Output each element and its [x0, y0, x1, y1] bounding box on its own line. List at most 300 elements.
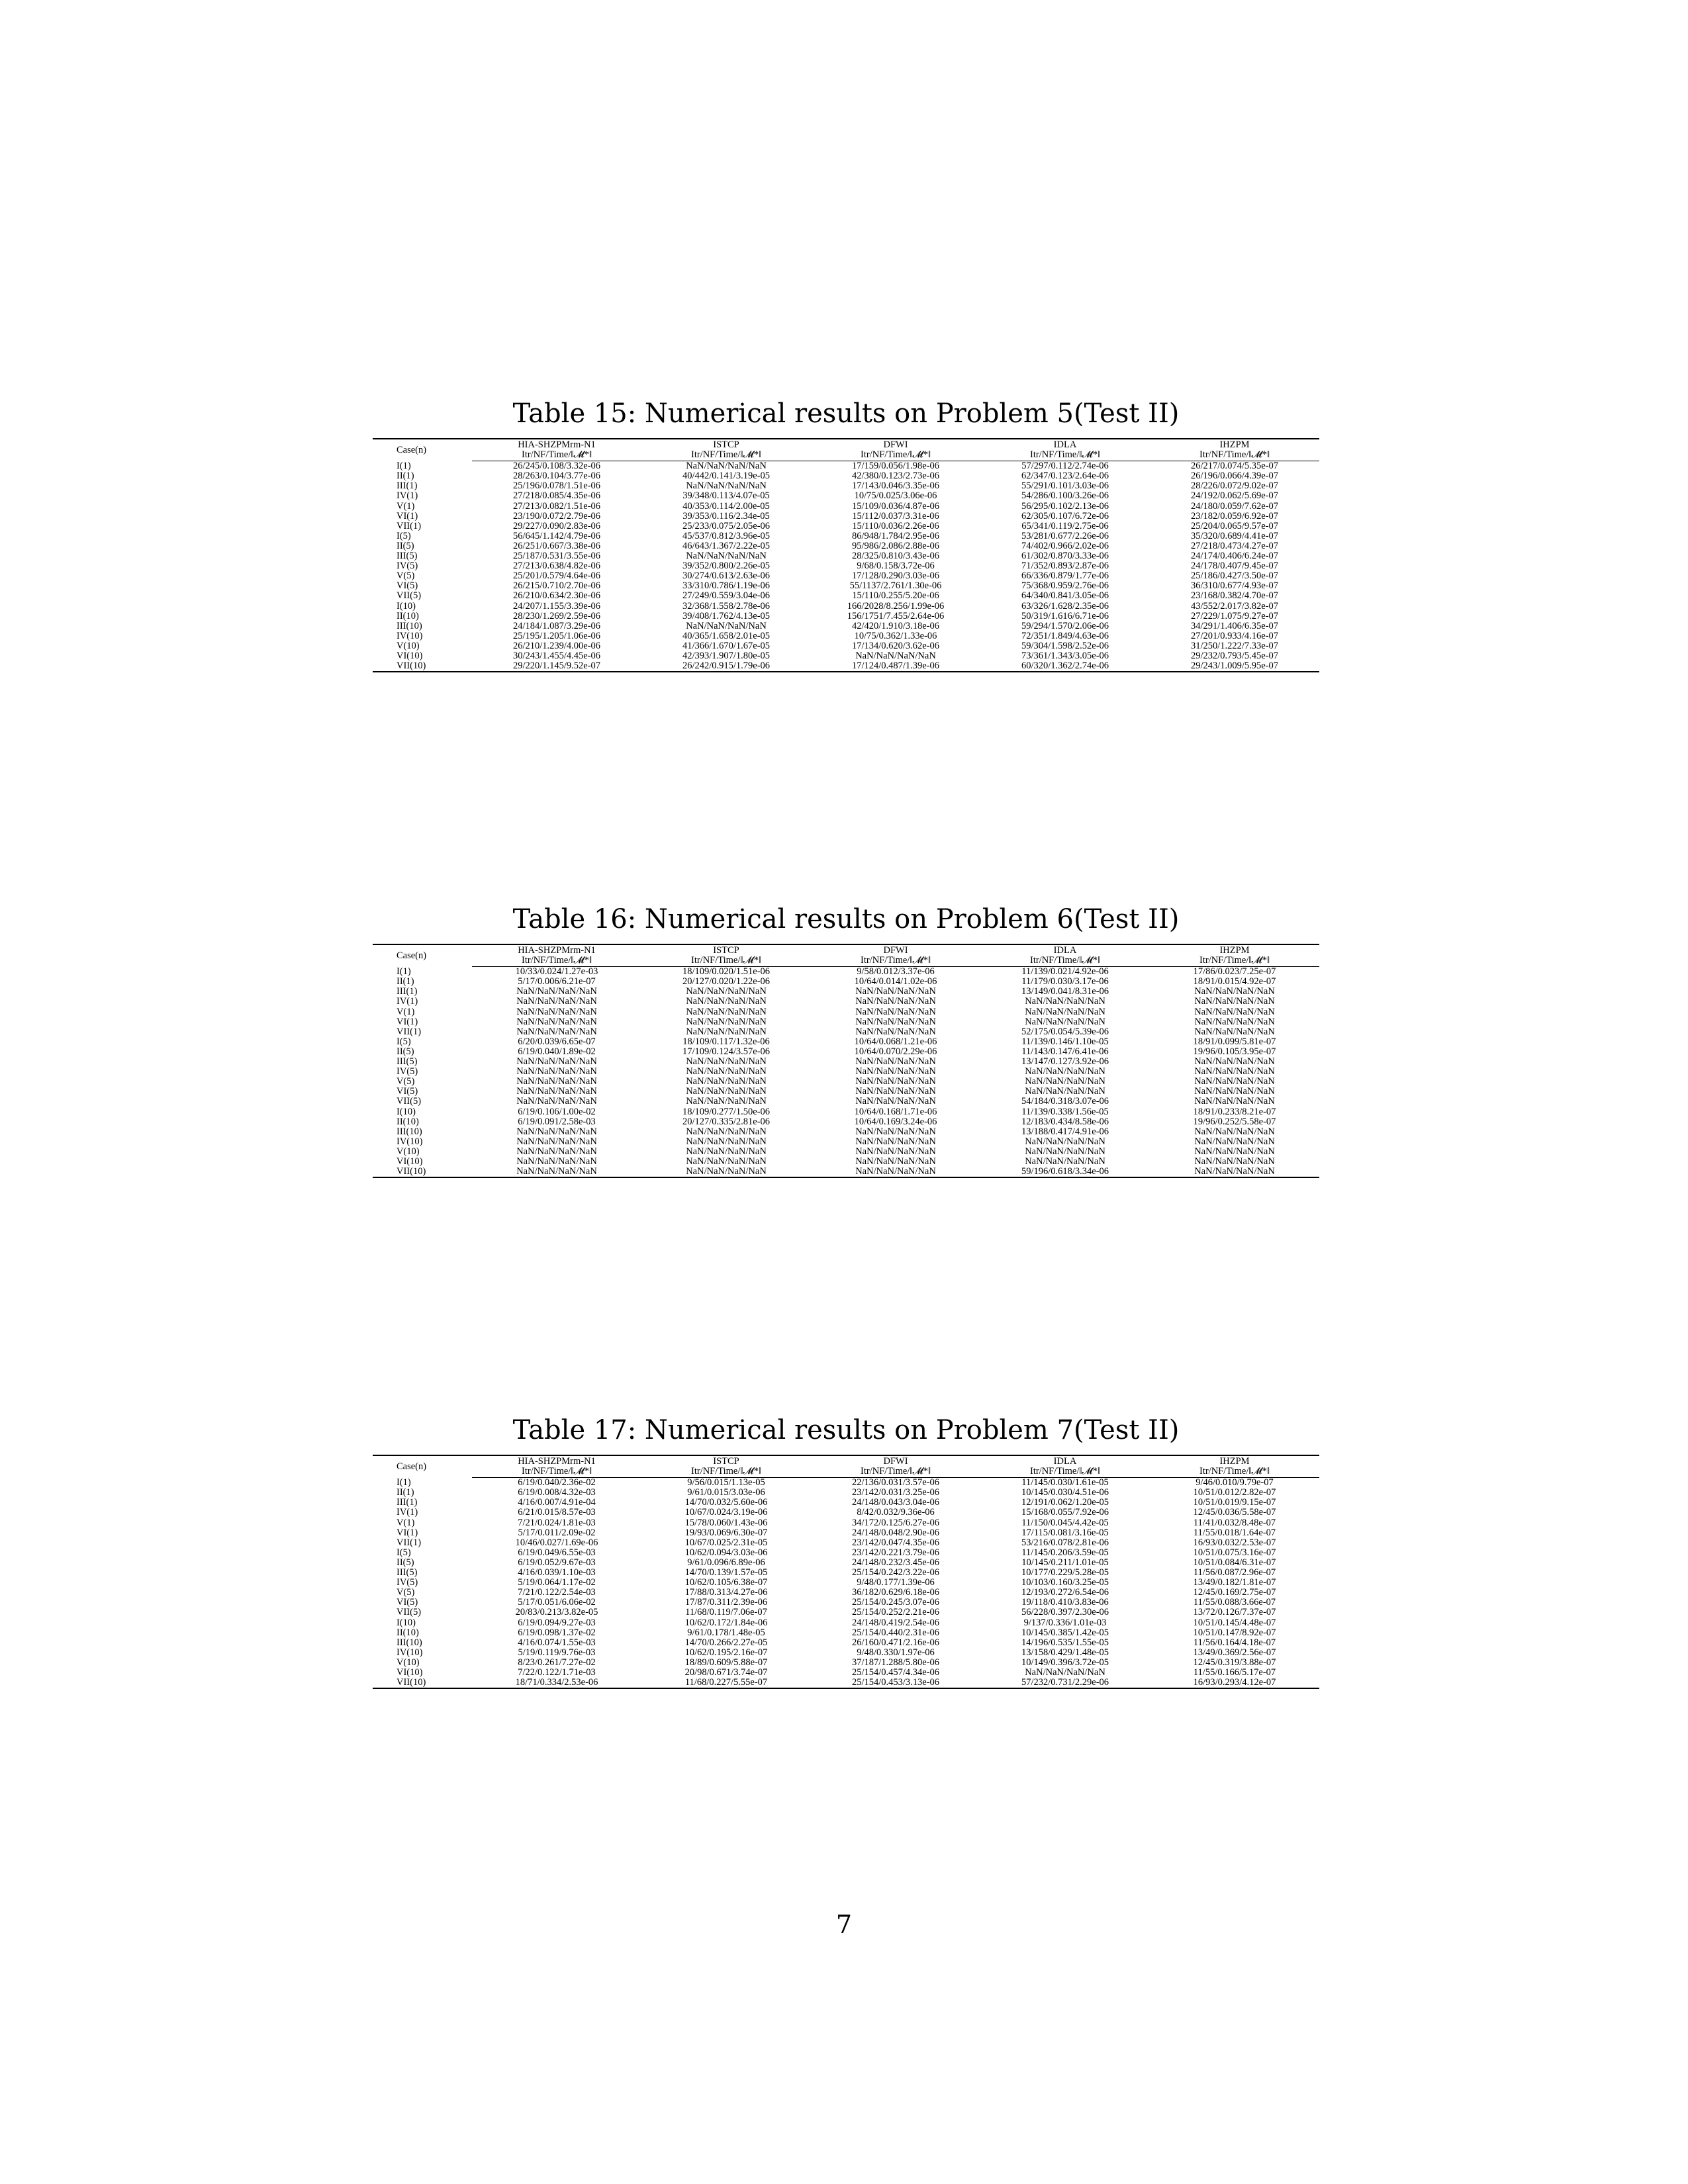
case-cell: IV(5) [397, 561, 418, 572]
result-cell: NaN/NaN/NaN/NaN [686, 1016, 767, 1027]
result-cell: 37/187/1.288/5.80e-06 [851, 1657, 940, 1668]
result-cell: 14/70/0.139/1.57e-05 [684, 1567, 768, 1578]
table-row [373, 612, 1319, 621]
result-cell: 36/182/0.629/6.18e-06 [851, 1587, 940, 1598]
result-cell: 15/110/0.255/5.20e-06 [852, 590, 939, 602]
result-cell: 75/368/0.959/2.76e-06 [1021, 580, 1109, 592]
result-cell: NaN/NaN/NaN/NaN [855, 986, 936, 997]
result-cell: 9/137/0.336/1.01e-03 [1023, 1617, 1107, 1628]
result-cell: NaN/NaN/NaN/NaN [855, 1076, 936, 1087]
result-cell: 23/190/0.072/2.79e-06 [512, 510, 601, 522]
result-cell: 6/19/0.091/2.58e-03 [518, 1116, 596, 1127]
result-cell: NaN/NaN/NaN/NaN [516, 1126, 597, 1137]
result-cell: 23/142/0.047/4.35e-06 [851, 1537, 940, 1548]
result-cell: 25/154/0.457/4.34e-06 [851, 1666, 940, 1678]
result-cell: 17/88/0.313/4.27e-06 [684, 1587, 768, 1598]
result-cell: 11/55/0.166/5.17e-07 [1193, 1666, 1276, 1678]
result-cell: NaN/NaN/NaN/NaN [1025, 1666, 1105, 1678]
method-header: HIA-SHZPMrm-N1 [472, 944, 641, 956]
table-row [373, 491, 1319, 501]
table-row [373, 581, 1319, 591]
table-row [373, 481, 1319, 491]
result-cell: 11/143/0.147/6.41e-06 [1021, 1046, 1109, 1057]
result-cell: 19/96/0.105/3.95e-07 [1193, 1046, 1276, 1057]
case-cell: VI(5) [397, 1597, 418, 1608]
result-cell: 20/127/0.335/2.81e-06 [682, 1116, 771, 1127]
result-cell: 29/220/1.145/9.52e-07 [472, 661, 641, 672]
result-cell: 26/217/0.074/5.35e-07 [1190, 461, 1279, 472]
result-cell: 4/16/0.007/4.91e-04 [518, 1497, 596, 1508]
result-cell: 25/196/0.078/1.51e-06 [512, 480, 601, 492]
metric-header: Itr/NF/Time/‖𝓜*‖ [472, 1467, 641, 1478]
result-cell: 40/442/0.141/3.19e-05 [682, 471, 771, 482]
table-row [373, 967, 1319, 978]
result-cell: 27/229/1.075/9.27e-07 [1190, 610, 1279, 621]
result-cell: NaN/NaN/NaN/NaN [686, 1136, 767, 1147]
case-cell: II(10) [397, 1627, 419, 1638]
case-cell: IV(1) [397, 996, 418, 1007]
result-cell: 11/150/0.045/4.42e-05 [1021, 1517, 1109, 1528]
table-row [373, 471, 1319, 481]
case-cell: V(5) [397, 1076, 415, 1087]
metric-header: Itr/NF/Time/‖𝓜*‖ [980, 1467, 1150, 1478]
table-row [373, 561, 1319, 571]
table-row [373, 1167, 1319, 1177]
result-cell: NaN/NaN/NaN/NaN [686, 1066, 767, 1077]
result-cell: 42/393/1.907/1.80e-05 [682, 650, 771, 661]
case-cell: VII(10) [373, 661, 472, 672]
result-cell: 56/295/0.102/2.13e-06 [1021, 500, 1109, 512]
result-cell: NaN/NaN/NaN/NaN [811, 1167, 980, 1177]
result-cell: 10/51/0.084/6.31e-07 [1193, 1557, 1276, 1568]
case-cell: II(1) [397, 1487, 414, 1498]
result-cell: 10/145/0.385/1.42e-05 [1021, 1627, 1109, 1638]
result-cell: NaN/NaN/NaN/NaN [1194, 1096, 1275, 1107]
results-table [373, 1455, 1319, 1689]
result-cell: NaN/NaN/NaN/NaN [516, 1006, 597, 1017]
result-cell: NaN/NaN/NaN/NaN [1025, 996, 1105, 1007]
case-cell: V(1) [397, 500, 415, 512]
result-cell: 14/70/0.032/5.60e-06 [684, 1497, 768, 1508]
result-cell: NaN/NaN/NaN/NaN [1025, 1006, 1105, 1017]
result-cell: NaN/NaN/NaN/NaN [1194, 1126, 1275, 1137]
result-cell: 24/207/1.155/3.39e-06 [512, 600, 601, 612]
table-row [373, 1528, 1319, 1538]
result-cell: 5/17/0.011/2.09e-02 [518, 1527, 596, 1538]
result-cell: 13/49/0.182/1.81e-07 [1193, 1577, 1276, 1588]
result-cell: 22/136/0.031/3.57e-06 [851, 1477, 940, 1488]
case-column-header: Case(n) [373, 1455, 472, 1478]
metric-header: Itr/NF/Time/‖𝓜*‖ [980, 956, 1150, 967]
method-header: ISTCP [641, 944, 811, 956]
result-cell: 26/242/0.915/1.79e-06 [641, 661, 811, 672]
result-cell: NaN/NaN/NaN/NaN [516, 1136, 597, 1147]
result-cell: 31/250/1.222/7.33e-07 [1190, 640, 1279, 651]
result-cell: NaN/NaN/NaN/NaN [1194, 1156, 1275, 1167]
method-header: IHZPM [1150, 944, 1319, 956]
result-cell: 11/41/0.032/8.48e-07 [1193, 1517, 1276, 1528]
table-row [373, 621, 1319, 631]
table-row [373, 1558, 1319, 1568]
result-cell: NaN/NaN/NaN/NaN [1194, 1086, 1275, 1097]
result-cell: 18/71/0.334/2.53e-06 [472, 1678, 641, 1688]
result-cell: NaN/NaN/NaN/NaN [1194, 1026, 1275, 1037]
result-cell: 9/48/0.330/1.97e-06 [857, 1647, 935, 1658]
result-cell: 10/62/0.172/1.84e-06 [684, 1617, 768, 1628]
result-cell: 6/19/0.040/1.89e-02 [518, 1046, 596, 1057]
result-cell: 23/182/0.059/6.92e-07 [1190, 510, 1279, 522]
table-body [373, 967, 1319, 1177]
table-row [373, 1027, 1319, 1037]
result-cell: NaN/NaN/NaN/NaN [855, 1096, 936, 1107]
result-cell: 23/168/0.382/4.70e-07 [1190, 590, 1279, 602]
result-cell: 13/149/0.041/8.31e-06 [1021, 986, 1109, 997]
table-row [373, 1047, 1319, 1057]
case-cell: III(10) [397, 620, 422, 631]
case-cell: IV(1) [397, 490, 418, 502]
result-cell: 41/366/1.670/1.67e-05 [682, 640, 771, 651]
result-cell: 59/304/1.598/2.52e-06 [1021, 640, 1109, 651]
result-cell: NaN/NaN/NaN/NaN [855, 1016, 936, 1027]
case-cell: V(5) [397, 1587, 415, 1598]
case-cell: VII(1) [397, 520, 422, 531]
method-header: IHZPM [1150, 1455, 1319, 1467]
metric-header: Itr/NF/Time/‖𝓜*‖ [641, 956, 811, 967]
result-cell: 26/210/0.634/2.30e-06 [512, 590, 601, 602]
result-cell: NaN/NaN/NaN/NaN [855, 1056, 936, 1068]
result-cell: 25/154/0.440/2.31e-06 [851, 1627, 940, 1638]
result-cell: 59/196/0.618/3.34e-06 [980, 1167, 1150, 1177]
case-cell: VI(5) [397, 580, 418, 592]
result-cell: 20/127/0.020/1.22e-06 [682, 976, 771, 987]
result-cell: 64/340/0.841/3.05e-06 [1021, 590, 1109, 602]
result-cell: 15/78/0.060/1.43e-06 [684, 1517, 768, 1528]
result-cell: 11/68/0.119/7.06e-07 [685, 1607, 767, 1618]
result-cell: 24/174/0.406/6.24e-07 [1190, 551, 1279, 562]
result-cell: 26/215/0.710/2.70e-06 [512, 580, 601, 592]
result-cell: 53/281/0.677/2.26e-06 [1021, 530, 1109, 541]
table-16-block [373, 904, 1319, 1178]
table-row [373, 977, 1319, 987]
result-cell: 9/58/0.012/3.37e-06 [857, 966, 935, 978]
result-cell: NaN/NaN/NaN/NaN [686, 996, 767, 1007]
result-cell: 17/87/0.311/2.39e-06 [684, 1597, 768, 1608]
table-15-block [373, 398, 1319, 672]
table-body [373, 461, 1319, 672]
result-cell: NaN/NaN/NaN/NaN [1194, 1076, 1275, 1087]
table-row [373, 1508, 1319, 1518]
case-cell: III(1) [397, 1497, 418, 1508]
result-cell: 55/1137/2.761/1.30e-06 [849, 580, 942, 592]
case-cell: I(5) [397, 1547, 411, 1558]
result-cell: 10/145/0.211/1.01e-05 [1021, 1557, 1109, 1568]
result-cell: 25/195/1.205/1.06e-06 [512, 630, 601, 641]
method-header: DFWI [811, 1455, 980, 1467]
case-cell: V(10) [397, 1657, 420, 1668]
result-cell: 20/98/0.671/3.74e-07 [684, 1666, 768, 1678]
result-cell: 16/93/0.032/2.53e-07 [1193, 1537, 1276, 1548]
result-cell: 42/420/1.910/3.18e-06 [851, 620, 940, 631]
table-row [373, 461, 1319, 472]
result-cell: NaN/NaN/NaN/NaN [1025, 1136, 1105, 1147]
result-cell: 34/172/0.125/6.27e-06 [851, 1517, 940, 1528]
result-cell: NaN/NaN/NaN/NaN [516, 1086, 597, 1097]
result-cell: 15/109/0.036/4.87e-06 [851, 500, 940, 512]
metric-header: Itr/NF/Time/‖𝓜*‖ [641, 450, 811, 461]
result-cell: 25/186/0.427/3.50e-07 [1190, 570, 1279, 582]
result-cell: 28/230/1.269/2.59e-06 [512, 610, 601, 621]
case-cell: VII(10) [373, 1167, 472, 1177]
result-cell: 12/183/0.434/8.58e-06 [1021, 1116, 1109, 1127]
result-cell: 33/310/0.786/1.19e-06 [682, 580, 771, 592]
result-cell: 25/187/0.531/3.55e-06 [512, 551, 601, 562]
result-cell: 65/341/0.119/2.75e-06 [1021, 520, 1109, 531]
table-row [373, 551, 1319, 561]
result-cell: 39/408/1.762/4.13e-05 [682, 610, 771, 621]
case-cell: V(1) [397, 1006, 415, 1017]
result-cell: 6/19/0.106/1.00e-02 [518, 1106, 596, 1117]
case-cell: V(10) [397, 1146, 420, 1157]
result-cell: 9/61/0.178/1.48e-05 [687, 1627, 765, 1638]
result-cell: NaN/NaN/NaN/NaN [1194, 1146, 1275, 1157]
result-cell: 156/1751/7.455/2.64e-06 [847, 610, 945, 621]
result-cell: 10/62/0.105/6.38e-07 [684, 1577, 768, 1588]
result-cell: 11/145/0.030/1.61e-05 [1021, 1477, 1109, 1488]
method-header: IDLA [980, 944, 1150, 956]
result-cell: 10/51/0.075/3.16e-07 [1193, 1547, 1276, 1558]
result-cell: NaN/NaN/NaN/NaN [686, 461, 767, 472]
result-cell: 74/402/0.966/2.02e-06 [1021, 540, 1109, 551]
table-row [373, 1668, 1319, 1678]
result-cell: 11/55/0.018/1.64e-07 [1193, 1527, 1276, 1538]
case-cell: VI(5) [397, 1086, 418, 1097]
result-cell: 11/56/0.087/2.96e-07 [1193, 1567, 1276, 1578]
metric-header: Itr/NF/Time/‖𝓜*‖ [811, 450, 980, 461]
result-cell: 72/351/1.849/4.63e-06 [1021, 630, 1109, 641]
result-cell: NaN/NaN/NaN/NaN [641, 1167, 811, 1177]
result-cell: 63/326/1.628/2.35e-06 [1021, 600, 1109, 612]
table-row [373, 1488, 1319, 1498]
result-cell: 24/180/0.059/7.62e-07 [1190, 500, 1279, 512]
result-cell: 56/645/1.142/4.79e-06 [512, 530, 601, 541]
result-cell: 7/21/0.024/1.81e-03 [518, 1517, 596, 1528]
table-row [373, 1628, 1319, 1638]
result-cell: 6/19/0.052/9.67e-03 [518, 1557, 596, 1568]
case-cell: II(5) [397, 540, 414, 551]
result-cell: 9/68/0.158/3.72e-06 [857, 561, 935, 572]
case-cell: III(10) [397, 1637, 422, 1648]
case-cell: VII(5) [397, 1096, 422, 1107]
result-cell: 6/20/0.039/6.65e-07 [518, 1036, 596, 1047]
result-cell: 18/91/0.015/4.92e-07 [1193, 976, 1276, 987]
result-cell: 27/218/0.473/4.27e-07 [1190, 540, 1279, 551]
result-cell: 6/19/0.008/4.32e-03 [518, 1487, 596, 1498]
case-cell: I(1) [397, 460, 411, 471]
table-row [373, 631, 1319, 641]
table-row [373, 571, 1319, 581]
case-cell: IV(10) [397, 630, 423, 641]
method-header: IHZPM [1150, 439, 1319, 450]
result-cell: 52/175/0.054/5.39e-06 [1021, 1026, 1109, 1037]
result-cell: 25/154/0.453/3.13e-06 [811, 1678, 980, 1688]
case-cell: VI(10) [397, 650, 423, 661]
result-cell: 29/243/1.009/5.95e-07 [1150, 661, 1319, 672]
result-cell: 16/93/0.293/4.12e-07 [1150, 1678, 1319, 1688]
result-cell: 23/142/0.221/3.79e-06 [851, 1547, 940, 1558]
table-row [373, 1598, 1319, 1608]
case-cell: VII(5) [397, 590, 422, 602]
method-header: IDLA [980, 439, 1150, 450]
table-row [373, 1638, 1319, 1648]
result-cell: 24/184/1.087/3.29e-06 [512, 620, 601, 631]
result-cell: 25/154/0.242/3.22e-06 [851, 1567, 940, 1578]
result-cell: NaN/NaN/NaN/NaN [1025, 1146, 1105, 1157]
result-cell: 8/23/0.261/7.27e-02 [518, 1657, 596, 1668]
result-cell: NaN/NaN/NaN/NaN [516, 1156, 597, 1167]
table-row [373, 522, 1319, 531]
case-cell: IV(10) [397, 1647, 423, 1658]
result-cell: 28/226/0.072/9.02e-07 [1190, 480, 1279, 492]
result-cell: NaN/NaN/NaN/NaN [855, 1026, 936, 1037]
result-cell: 5/19/0.119/9.76e-03 [518, 1647, 596, 1658]
table-row [373, 512, 1319, 522]
result-cell: 27/213/0.638/4.82e-06 [512, 561, 601, 572]
case-cell: VI(10) [397, 1666, 423, 1678]
result-cell: 10/51/0.147/8.92e-07 [1193, 1627, 1276, 1638]
result-cell: 71/352/0.893/2.87e-06 [1021, 561, 1109, 572]
table-row [373, 1107, 1319, 1117]
result-cell: 34/291/1.406/6.35e-07 [1190, 620, 1279, 631]
result-cell: 54/286/0.100/3.26e-06 [1021, 490, 1109, 502]
result-cell: NaN/NaN/NaN/NaN [1194, 1136, 1275, 1147]
result-cell: 17/115/0.081/3.16e-05 [1021, 1527, 1109, 1538]
result-cell: 66/336/0.879/1.77e-06 [1021, 570, 1109, 582]
result-cell: 30/243/1.455/4.45e-06 [512, 650, 601, 661]
metric-header: Itr/NF/Time/‖𝓜*‖ [472, 956, 641, 967]
result-cell: 40/365/1.658/2.01e-05 [682, 630, 771, 641]
table-row [373, 1578, 1319, 1588]
table-row [373, 1588, 1319, 1598]
result-cell: 57/297/0.112/2.74e-06 [1021, 461, 1109, 472]
result-cell: 11/139/0.021/4.92e-06 [1021, 966, 1109, 978]
result-cell: 17/128/0.290/3.03e-06 [851, 570, 940, 582]
case-cell: II(1) [397, 471, 414, 482]
result-cell: 61/302/0.870/3.33e-06 [1021, 551, 1109, 562]
case-cell: I(1) [397, 966, 411, 977]
table-caption: Table 16: Numerical results on Problem 6(Test II) [512, 904, 1180, 934]
results-table [373, 438, 1319, 672]
result-cell: 18/109/0.117/1.32e-06 [682, 1036, 770, 1047]
case-cell: I(10) [397, 600, 416, 612]
result-cell: 25/201/0.579/4.64e-06 [512, 570, 601, 582]
result-cell: 32/368/1.558/2.78e-06 [682, 600, 771, 612]
result-cell: 19/93/0.069/6.30e-07 [684, 1527, 768, 1538]
table-row [373, 1137, 1319, 1147]
case-cell: VI(1) [397, 510, 418, 522]
result-cell: 24/148/0.419/2.54e-06 [851, 1617, 940, 1628]
case-cell: V(10) [397, 640, 420, 651]
result-cell: NaN/NaN/NaN/NaN [855, 1086, 936, 1097]
table-row [373, 1648, 1319, 1658]
result-cell: 13/72/0.126/7.37e-07 [1193, 1607, 1276, 1618]
result-cell: 10/64/0.014/1.02e-06 [854, 976, 937, 987]
table-row [373, 1017, 1319, 1027]
result-cell: 27/201/0.933/4.16e-07 [1190, 630, 1279, 641]
result-cell: 11/139/0.146/1.10e-05 [1021, 1036, 1109, 1047]
result-cell: 55/291/0.101/3.03e-06 [1021, 480, 1109, 492]
result-cell: 53/216/0.078/2.81e-06 [1021, 1537, 1109, 1548]
result-cell: NaN/NaN/NaN/NaN [1194, 1066, 1275, 1077]
result-cell: 23/142/0.031/3.25e-06 [851, 1487, 940, 1498]
table-row [373, 1097, 1319, 1107]
case-cell: III(5) [397, 1567, 418, 1578]
result-cell: 10/64/0.169/3.24e-06 [854, 1116, 937, 1127]
result-cell: 18/89/0.609/5.88e-07 [684, 1657, 768, 1668]
case-cell: I(5) [397, 1036, 411, 1047]
result-cell: NaN/NaN/NaN/NaN [855, 1136, 936, 1147]
result-cell: NaN/NaN/NaN/NaN [686, 1156, 767, 1167]
result-cell: 20/83/0.213/3.82e-05 [515, 1607, 598, 1618]
method-header: IDLA [980, 1455, 1150, 1467]
result-cell: NaN/NaN/NaN/NaN [855, 1006, 936, 1017]
result-cell: 24/178/0.407/9.45e-07 [1190, 561, 1279, 572]
result-cell: 10/64/0.168/1.71e-06 [854, 1106, 937, 1117]
result-cell: 43/552/2.017/3.82e-07 [1190, 600, 1279, 612]
result-cell: 25/154/0.245/3.07e-06 [851, 1597, 940, 1608]
result-cell: 36/310/0.677/4.93e-07 [1190, 580, 1279, 592]
metric-header: Itr/NF/Time/‖𝓜*‖ [980, 450, 1150, 461]
table-row [373, 1057, 1319, 1067]
case-cell: IV(10) [397, 1136, 423, 1147]
result-cell: 11/68/0.227/5.55e-07 [641, 1678, 811, 1688]
result-cell: 26/245/0.108/3.32e-06 [512, 461, 601, 472]
result-cell: 6/19/0.040/2.36e-02 [518, 1477, 596, 1488]
result-cell: 17/143/0.046/3.35e-06 [851, 480, 940, 492]
result-cell: 10/75/0.025/3.06e-06 [854, 490, 937, 502]
result-cell: NaN/NaN/NaN/NaN [686, 986, 767, 997]
result-cell: 25/204/0.065/9.57e-07 [1190, 520, 1279, 531]
result-cell: 24/148/0.043/3.04e-06 [851, 1497, 940, 1508]
table-row [373, 661, 1319, 672]
result-cell: 11/179/0.030/3.17e-06 [1021, 976, 1109, 987]
result-cell: 14/70/0.266/2.27e-05 [684, 1637, 768, 1648]
result-cell: 13/188/0.417/4.91e-06 [1021, 1126, 1109, 1137]
result-cell: 13/49/0.369/2.56e-07 [1193, 1647, 1276, 1658]
result-cell: 12/45/0.169/2.75e-07 [1193, 1587, 1276, 1598]
result-cell: 13/158/0.429/1.48e-05 [1021, 1647, 1109, 1658]
result-cell: 46/643/1.367/2.22e-05 [682, 540, 771, 551]
metric-header: Itr/NF/Time/‖𝓜*‖ [472, 450, 641, 461]
result-cell: 9/61/0.015/3.03e-06 [687, 1487, 765, 1498]
result-cell: 12/45/0.036/5.58e-07 [1193, 1507, 1276, 1518]
result-cell: NaN/NaN/NaN/NaN [516, 1016, 597, 1027]
case-cell: VII(5) [397, 1607, 422, 1618]
case-cell: I(10) [397, 1617, 416, 1628]
result-cell: 18/109/0.020/1.51e-06 [682, 966, 771, 978]
result-cell: 59/294/1.570/2.06e-06 [1021, 620, 1109, 631]
result-cell: 19/96/0.252/5.58e-07 [1193, 1116, 1276, 1127]
case-cell: IV(5) [397, 1577, 418, 1588]
result-cell: 10/64/0.070/2.29e-06 [854, 1046, 937, 1057]
result-cell: NaN/NaN/NaN/NaN [1194, 1016, 1275, 1027]
result-cell: 27/249/0.559/3.04e-06 [682, 590, 771, 602]
metric-header: Itr/NF/Time/‖𝓜*‖ [811, 1467, 980, 1478]
result-cell: 30/274/0.613/2.63e-06 [682, 570, 771, 582]
table-row [373, 1538, 1319, 1548]
case-cell: IV(5) [397, 1066, 418, 1077]
metric-header: Itr/NF/Time/‖𝓜*‖ [811, 956, 980, 967]
result-cell: 17/134/0.620/3.62e-06 [851, 640, 940, 651]
